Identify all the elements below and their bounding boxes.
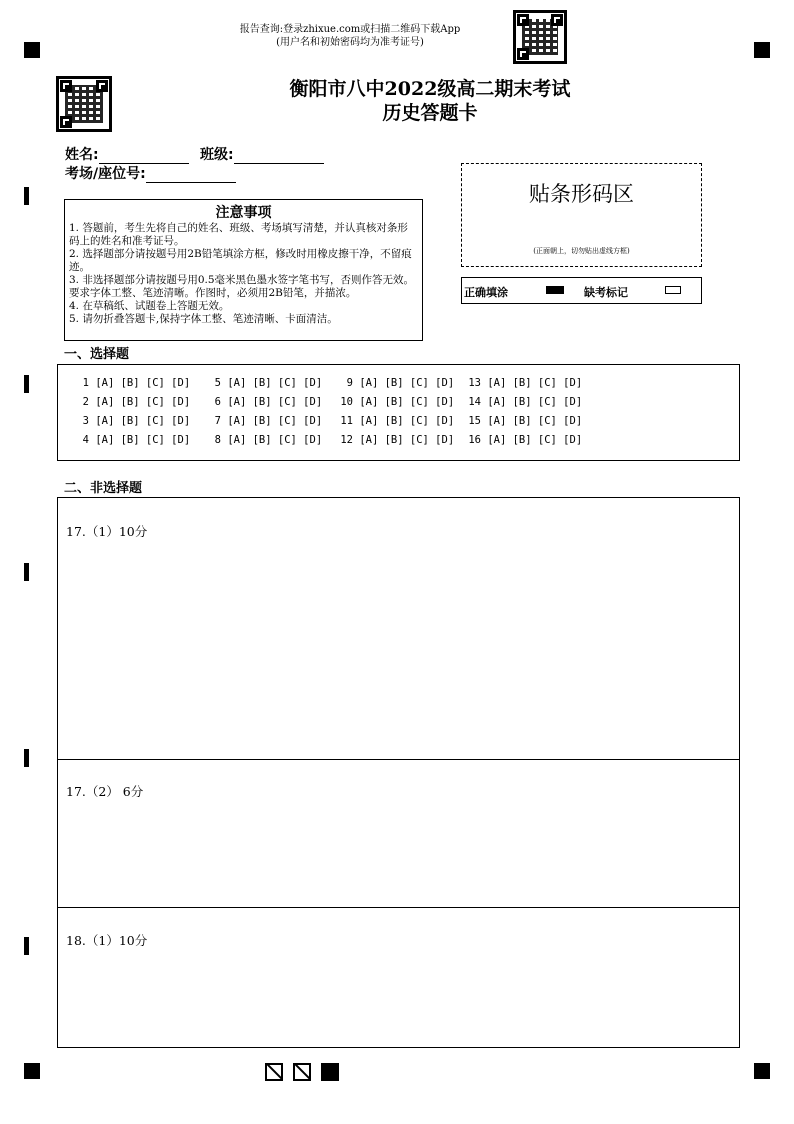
answer-options[interactable]: [A] [B] [C] [D]	[359, 396, 455, 408]
answer-options[interactable]: [A] [B] [C] [D]	[227, 396, 323, 408]
question-number: 2	[82, 396, 89, 408]
page-mark-slash-icon	[293, 1063, 311, 1081]
absent-mark-box[interactable]	[665, 286, 681, 294]
page-title-line2: 历史答题卡	[382, 102, 478, 124]
correct-fill-label: 正确填涂	[464, 286, 508, 299]
question-label: 18.（1）10分	[66, 933, 148, 948]
answer-options[interactable]: [A] [B] [C] [D]	[487, 415, 583, 427]
corner-mark-top-left	[24, 42, 40, 58]
choice-question-7[interactable]	[208, 415, 322, 427]
choice-question-8[interactable]	[208, 434, 322, 446]
corner-mark-bottom-left	[24, 1063, 40, 1079]
question-number: 9	[346, 377, 353, 389]
question-number: 12	[340, 434, 353, 446]
answer-options[interactable]: [A] [B] [C] [D]	[359, 434, 455, 446]
question-number: 16	[468, 434, 481, 446]
instruction-item: 1. 答题前，考生先将自己的姓名、班级、考场填写清楚，并认真核对条形码上的姓名和准考证号。	[69, 222, 408, 247]
answer-area-18-1[interactable]	[57, 907, 740, 1048]
answer-area-17-1[interactable]	[57, 497, 740, 760]
question-number: 10	[340, 396, 353, 408]
question-number: 13	[468, 377, 481, 389]
page-title-line1: 衡阳市八中2022级高二期末考试	[289, 78, 571, 100]
report-hint-line1: 报告查询:登录zhixue.com或扫描二维码下载App	[239, 24, 461, 35]
seat-label: 考场/座位号:	[65, 166, 146, 182]
corner-mark-bottom-right	[754, 1063, 770, 1079]
instruction-item: 2. 选择题部分请按题号用2B铅笔填涂方框，修改时用橡皮擦干净，不留痕迹。	[69, 248, 412, 273]
question-number: 5	[214, 377, 221, 389]
choice-question-10[interactable]	[340, 396, 454, 408]
corner-mark-top-right	[754, 42, 770, 58]
choice-answer-box	[57, 364, 740, 461]
section-title-nonchoice: 二、非选择题	[64, 481, 143, 496]
instruction-item: 4. 在草稿纸、试题卷上答题无效。	[69, 300, 230, 312]
answer-options[interactable]: [A] [B] [C] [D]	[95, 434, 191, 446]
choice-question-2[interactable]	[76, 396, 190, 408]
barcode-title: 贴条形码区	[529, 182, 634, 206]
answer-options[interactable]: [A] [B] [C] [D]	[227, 434, 323, 446]
instruction-item: 5. 请勿折叠答题卡,保持字体工整、笔迹清晰、卡面清洁。	[69, 313, 338, 325]
question-number: 7	[214, 415, 221, 427]
seat-field[interactable]	[65, 163, 236, 183]
question-number: 15	[468, 415, 481, 427]
barcode-note: (正面朝上，切勿贴出虚线方框)	[533, 247, 630, 255]
question-number: 8	[214, 434, 221, 446]
answer-area-17-2[interactable]	[57, 759, 740, 908]
filled-box-icon	[546, 286, 564, 294]
choice-question-5[interactable]	[208, 377, 322, 389]
answer-options[interactable]: [A] [B] [C] [D]	[487, 377, 583, 389]
answer-options[interactable]: [A] [B] [C] [D]	[227, 377, 323, 389]
report-hint	[200, 23, 500, 49]
class-field[interactable]	[200, 144, 324, 164]
absent-mark-label: 缺考标记	[584, 286, 628, 299]
question-number: 6	[214, 396, 221, 408]
answer-options[interactable]: [A] [B] [C] [D]	[227, 415, 323, 427]
question-number: 3	[82, 415, 89, 427]
seat-input-line[interactable]	[146, 168, 236, 183]
name-label: 姓名:	[65, 147, 99, 163]
choice-question-14[interactable]	[468, 396, 582, 408]
question-label: 17.（1）10分	[66, 524, 148, 539]
question-number: 4	[82, 434, 89, 446]
class-input-line[interactable]	[234, 149, 324, 164]
page-mark-slash-icon	[265, 1063, 283, 1081]
choice-question-15[interactable]	[468, 415, 582, 427]
answer-options[interactable]: [A] [B] [C] [D]	[95, 415, 191, 427]
question-number: 14	[468, 396, 481, 408]
section-title-choice: 一、选择题	[64, 347, 130, 362]
timing-mark	[24, 187, 29, 205]
timing-mark	[24, 563, 29, 581]
qr-code-icon	[56, 76, 112, 132]
choice-question-1[interactable]	[76, 377, 190, 389]
question-number: 1	[82, 377, 89, 389]
choice-question-9[interactable]	[340, 377, 454, 389]
answer-options[interactable]: [A] [B] [C] [D]	[95, 396, 191, 408]
class-label: 班级:	[200, 147, 234, 163]
instructions-box	[64, 199, 423, 341]
answer-options[interactable]: [A] [B] [C] [D]	[359, 415, 455, 427]
choice-question-13[interactable]	[468, 377, 582, 389]
timing-mark	[24, 749, 29, 767]
answer-options[interactable]: [A] [B] [C] [D]	[95, 377, 191, 389]
choice-question-4[interactable]	[76, 434, 190, 446]
report-hint-line2: (用户名和初始密码均为准考证号)	[276, 37, 424, 48]
instruction-item: 3. 非选择题部分请按题号用0.5毫米黑色墨水签字笔书写，否则作答无效。要求字体工整、笔迹清晰。作图时，必须用2B铅笔，并描浓。	[69, 274, 415, 299]
choice-question-12[interactable]	[340, 434, 454, 446]
timing-mark	[24, 375, 29, 393]
qr-code-icon	[513, 10, 567, 64]
barcode-area[interactable]	[461, 163, 702, 267]
name-input-line[interactable]	[99, 149, 189, 164]
answer-options[interactable]: [A] [B] [C] [D]	[359, 377, 455, 389]
answer-options[interactable]: [A] [B] [C] [D]	[487, 434, 583, 446]
choice-question-6[interactable]	[208, 396, 322, 408]
choice-question-3[interactable]	[76, 415, 190, 427]
fill-legend	[461, 277, 702, 304]
choice-question-11[interactable]	[340, 415, 454, 427]
choice-question-16[interactable]	[468, 434, 582, 446]
page-mark-solid-icon	[321, 1063, 339, 1081]
answer-options[interactable]: [A] [B] [C] [D]	[487, 396, 583, 408]
timing-mark	[24, 937, 29, 955]
name-field[interactable]	[65, 144, 189, 164]
page-title	[230, 77, 630, 125]
instructions-title: 注意事项	[215, 205, 272, 221]
question-label: 17.（2） 6分	[66, 784, 144, 799]
question-number: 11	[340, 415, 353, 427]
